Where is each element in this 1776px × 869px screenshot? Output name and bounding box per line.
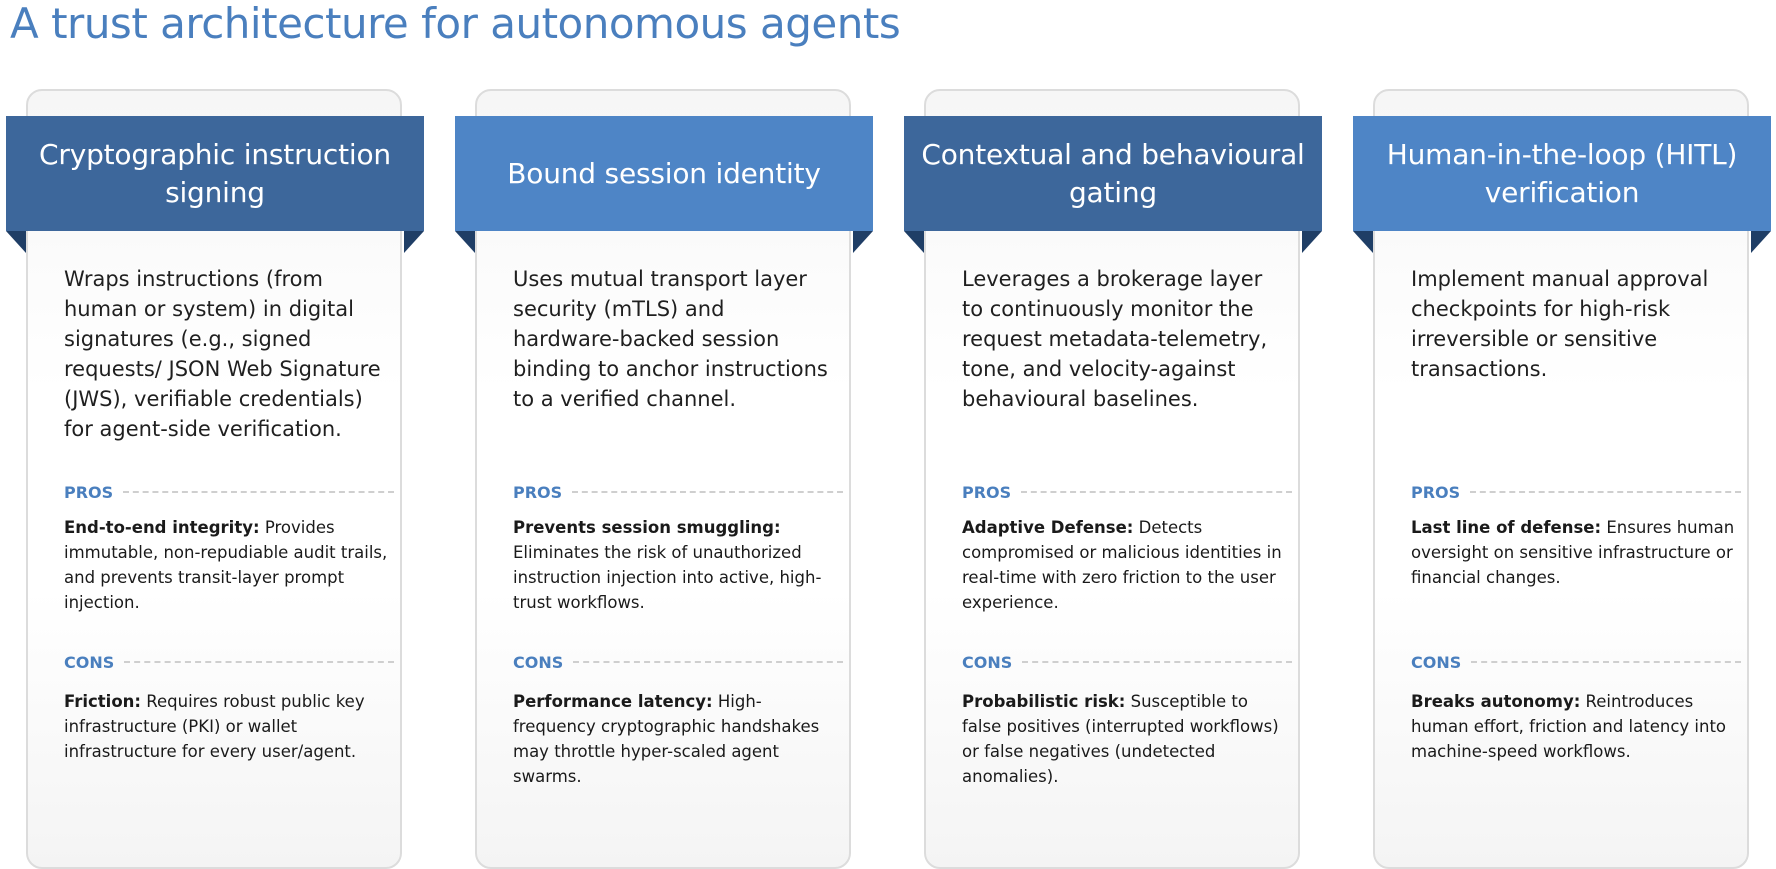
banner-fold-right — [1302, 231, 1322, 253]
banner-fold-left — [455, 231, 475, 253]
pros-lead: Last line of defense: — [1411, 518, 1602, 537]
divider — [124, 661, 394, 663]
cons-header — [962, 652, 1292, 672]
cons-lead: Performance latency: — [513, 692, 713, 711]
pros-label: PROS — [1411, 482, 1461, 502]
pros-header — [962, 482, 1292, 502]
pros-lead: Adaptive Defense: — [962, 518, 1134, 537]
banner-fold-right — [404, 231, 424, 253]
banner-fold-left — [6, 231, 26, 253]
pros-lead: End-to-end integrity: — [64, 518, 260, 537]
cons-label: CONS — [1411, 652, 1462, 672]
banner-fold-left — [1353, 231, 1373, 253]
pros-body: Provides immutable, non-repudiable audit trails, and prevents transit-layer prompt injection. — [64, 518, 388, 612]
card-description: Implement manual approval checkpoints for high-risk irreversible or sensitive transactions. — [1411, 267, 1709, 381]
pros-lead: Prevents session smuggling: — [513, 518, 781, 537]
cons-label: CONS — [64, 652, 115, 672]
cons-body: High-frequency cryptographic handshakes may throttle hyper-scaled agent swarms. — [513, 692, 820, 786]
divider — [1471, 661, 1741, 663]
card-cryptographic-signing — [6, 89, 420, 849]
divider — [573, 661, 843, 663]
divider — [1022, 661, 1292, 663]
pros-label: PROS — [513, 482, 563, 502]
cons-header — [64, 652, 394, 672]
cons-text — [513, 689, 843, 789]
pros-body: Detects compromised or malicious identities in real-time with zero friction to the user experience. — [962, 518, 1282, 612]
cons-text — [962, 689, 1292, 789]
cons-body: Susceptible to false positives (interrupted workflows) or false negatives (undetected anomalies). — [962, 692, 1279, 786]
pros-header — [1411, 482, 1741, 502]
divider — [572, 491, 843, 493]
pros-body: Ensures human oversight on sensitive infrastructure or financial changes. — [1411, 518, 1735, 587]
card-description: Leverages a brokerage layer to continuously monitor the request metadata-telemetry, tone, and velocity-against behavioural baselines. — [962, 267, 1268, 411]
divider — [1470, 491, 1741, 493]
cons-body: Requires robust public key infrastructure (PKI) or wallet infrastructure for every user/agent. — [64, 692, 365, 761]
cons-lead: Breaks autonomy: — [1411, 692, 1581, 711]
cons-label: CONS — [513, 652, 564, 672]
cons-text — [1411, 689, 1741, 764]
cons-text — [64, 689, 394, 764]
pros-label: PROS — [64, 482, 114, 502]
pros-header — [64, 482, 394, 502]
cons-lead: Friction: — [64, 692, 142, 711]
page-title: A trust architecture for autonomous agents — [10, 0, 901, 48]
pros-text — [962, 515, 1292, 615]
banner-fold-right — [1751, 231, 1771, 253]
cons-header — [513, 652, 843, 672]
pros-label: PROS — [962, 482, 1012, 502]
card-description: Wraps instructions (from human or system) in digital signatures (e.g., signed requests/ JSON Web Signature (JWS), verifiable credentials) for agent-side verification. — [64, 267, 381, 441]
cons-lead: Probabilistic risk: — [962, 692, 1126, 711]
card-heading: Cryptographic instruction signing — [6, 116, 424, 231]
card-heading: Contextual and behavioural gating — [904, 116, 1322, 231]
card-bound-session — [455, 89, 869, 849]
pros-text — [64, 515, 394, 615]
card-heading: Bound session identity — [455, 116, 873, 231]
cons-body: Reintroduces human effort, friction and latency into machine-speed workflows. — [1411, 692, 1727, 761]
pros-header — [513, 482, 843, 502]
banner-fold-right — [853, 231, 873, 253]
pros-body: Eliminates the risk of unauthorized instruction injection into active, high-trust workflows. — [513, 543, 822, 612]
pros-text — [1411, 515, 1741, 590]
pros-text — [513, 515, 843, 615]
card-heading: Human-in-the-loop (HITL) verification — [1353, 116, 1771, 231]
card-hitl-verification — [1353, 89, 1767, 849]
cons-label: CONS — [962, 652, 1013, 672]
card-contextual-gating — [904, 89, 1318, 849]
card-description: Uses mutual transport layer security (mTLS) and hardware-backed session binding to anchor instructions to a verified channel. — [513, 267, 828, 411]
divider — [1021, 491, 1292, 493]
cons-header — [1411, 652, 1741, 672]
banner-fold-left — [904, 231, 924, 253]
divider — [123, 491, 394, 493]
